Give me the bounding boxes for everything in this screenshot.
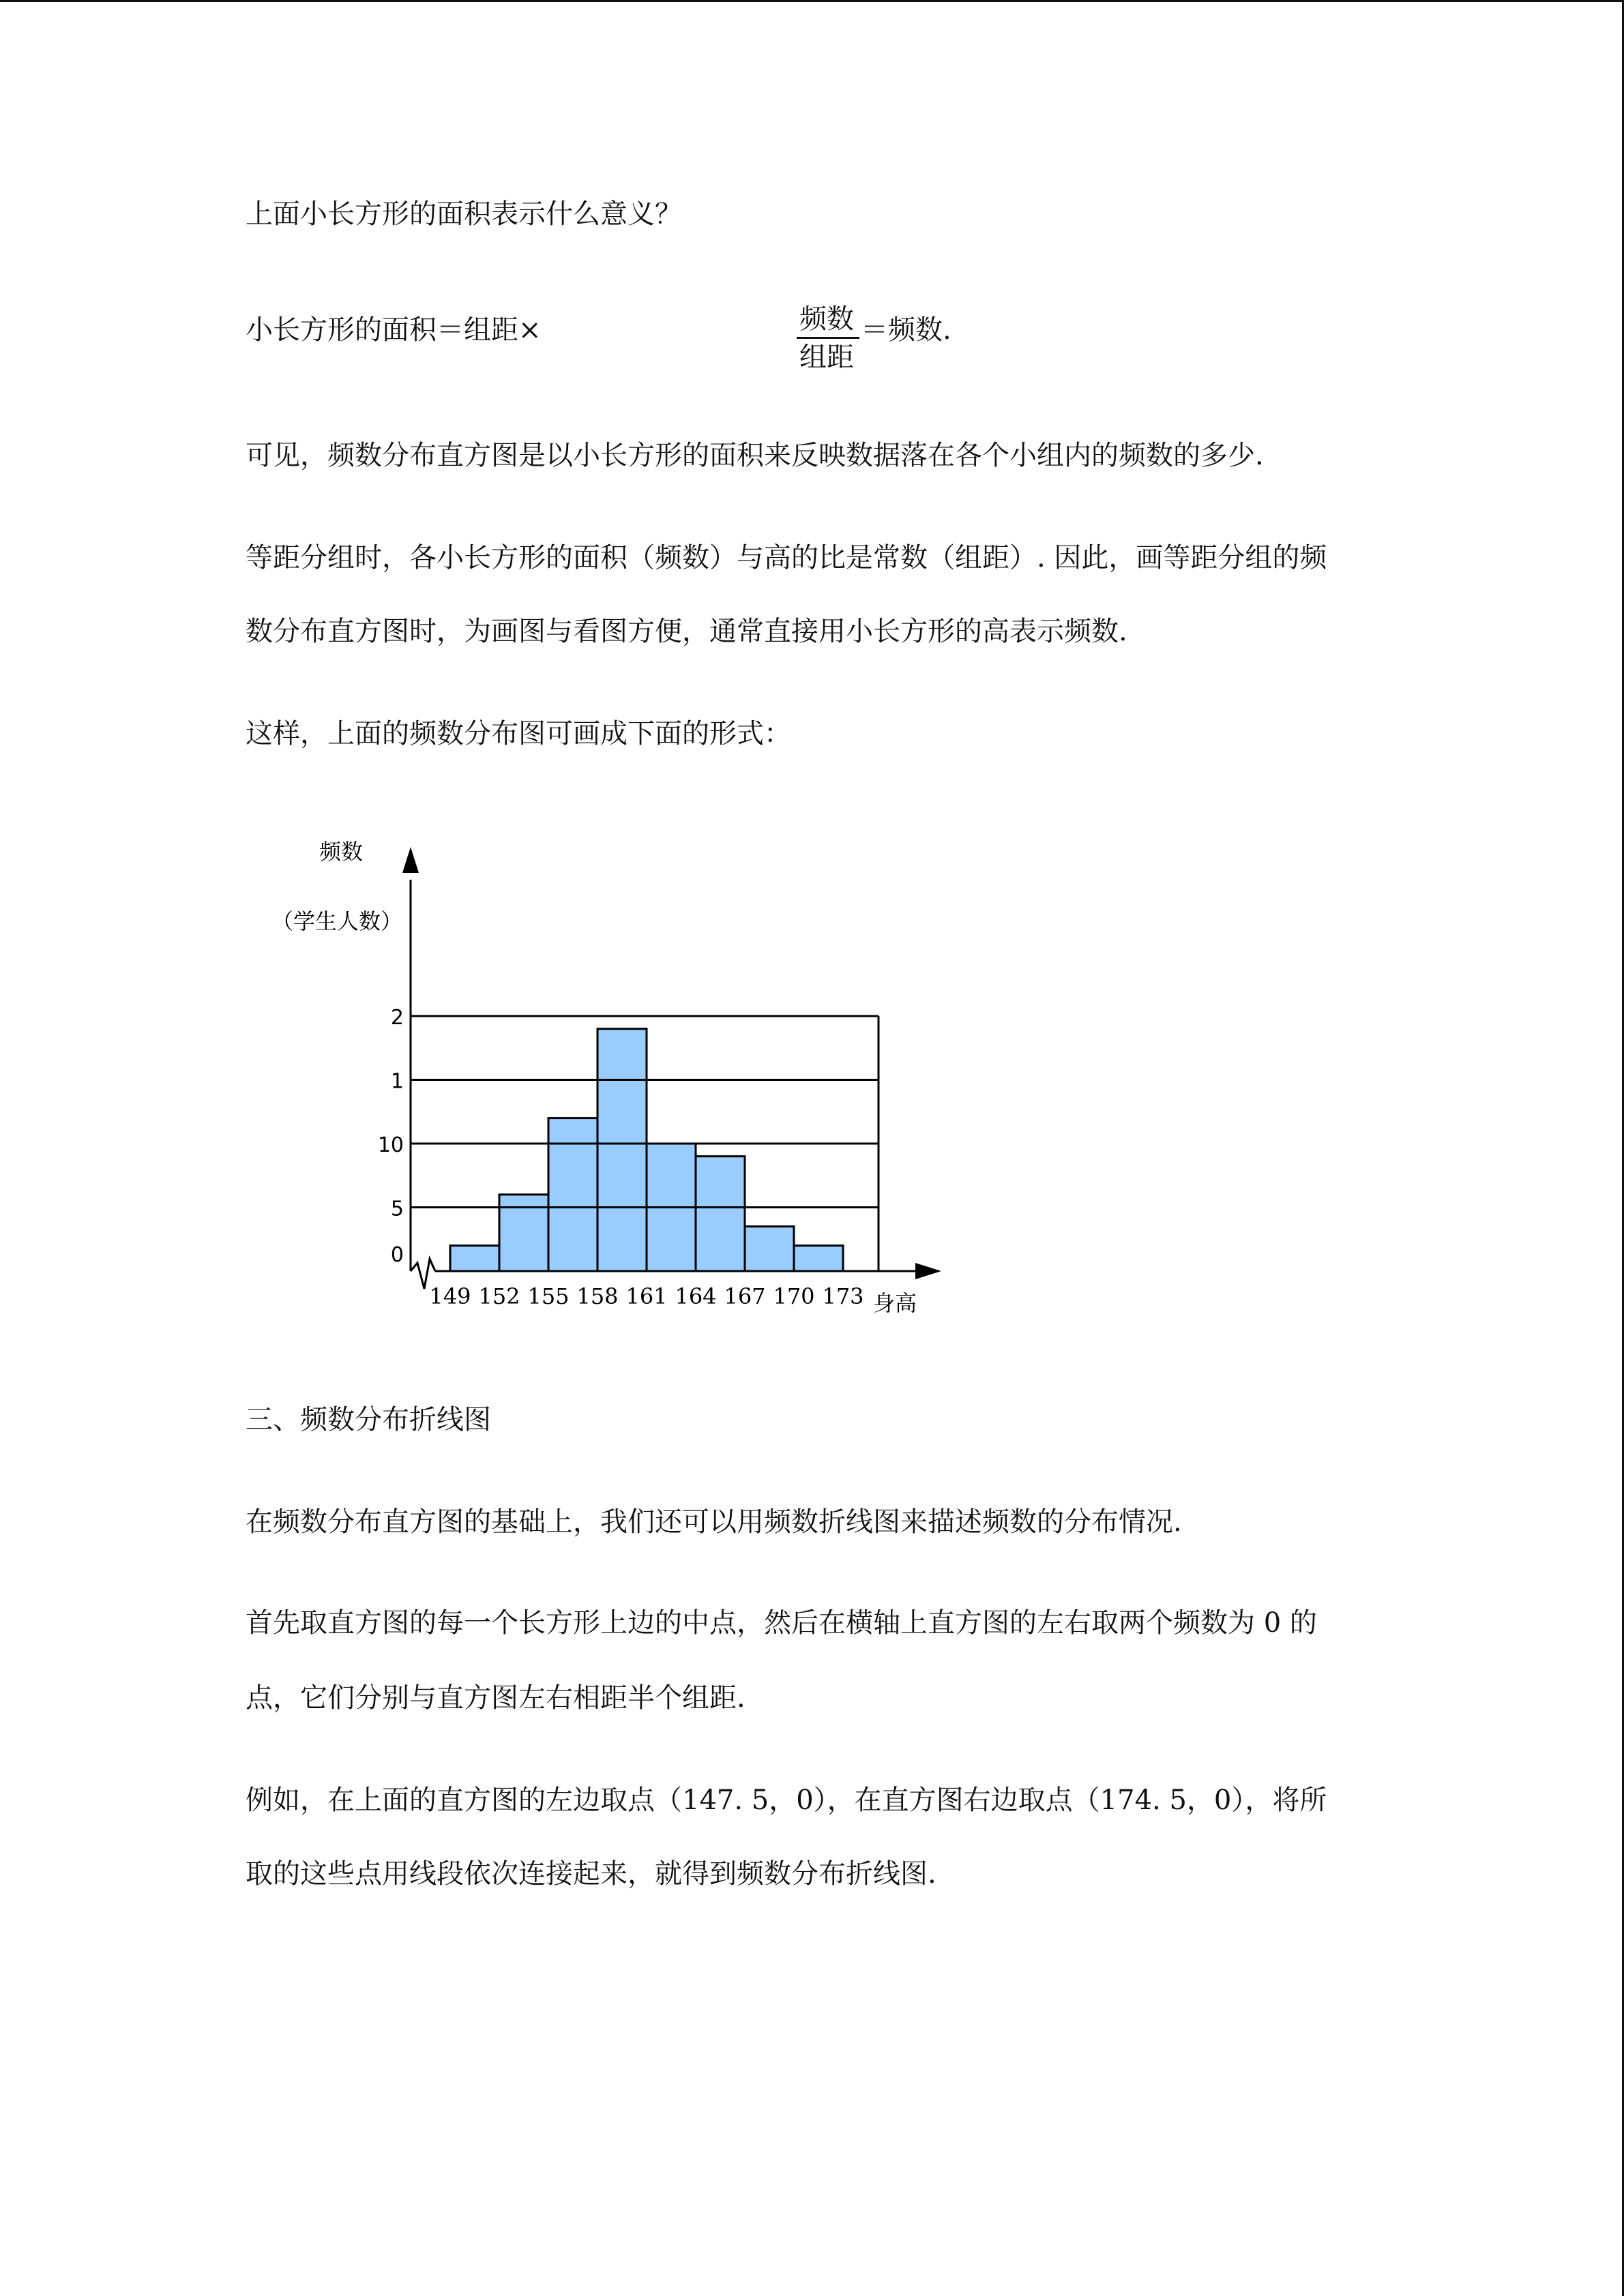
x-tick-label: 167 bbox=[724, 1283, 766, 1309]
equal-width-paragraph-line2: 数分布直方图时，为画图与看图方便，通常直接用小长方形的高表示频数. bbox=[246, 616, 1127, 647]
x-tick-label: 158 bbox=[576, 1283, 619, 1309]
midpoint-paragraph-line1: 首先取直方图的每一个长方形上边的中点，然后在横轴上直方图的左右取两个频数为 0 的 bbox=[246, 1607, 1317, 1639]
formula-rhs: ＝频数. bbox=[861, 314, 951, 346]
formula-lhs: 小长方形的面积＝组距× bbox=[246, 314, 542, 346]
formula-denominator: 组距 bbox=[799, 342, 854, 373]
x-tick-label: 164 bbox=[675, 1283, 717, 1309]
histogram-bar bbox=[548, 1118, 597, 1271]
y-tick-label: 0 bbox=[390, 1243, 404, 1267]
x-tick-label: 155 bbox=[527, 1283, 570, 1309]
transition-paragraph: 这样，上面的频数分布图可画成下面的形式： bbox=[246, 718, 791, 749]
histogram-bar bbox=[745, 1227, 794, 1271]
y-tick-label: 10 bbox=[377, 1133, 404, 1157]
x-tick-label: 173 bbox=[822, 1283, 864, 1309]
x-axis-arrow bbox=[915, 1263, 941, 1279]
y-tick-label: 5 bbox=[390, 1197, 404, 1221]
y-axis-sublabel: （学生人数） bbox=[271, 908, 403, 934]
histogram-bar bbox=[696, 1157, 745, 1271]
midpoint-paragraph-line2: 点，它们分别与直方图左右相距半个组距. bbox=[246, 1682, 745, 1714]
x-tick-label: 149 bbox=[429, 1283, 471, 1309]
x-tick-label: 152 bbox=[478, 1283, 520, 1309]
question-paragraph: 上面小长方形的面积表示什么意义？ bbox=[246, 198, 682, 230]
example-paragraph-line2: 取的这些点用线段依次连接起来，就得到频数分布折线图. bbox=[246, 1858, 936, 1890]
conclusion-paragraph: 可见，频数分布直方图是以小长方形的面积来反映数据落在各个小组内的频数的多少. bbox=[246, 440, 1264, 471]
y-tick-label: 2 bbox=[390, 1006, 404, 1030]
page-top-border bbox=[0, 0, 1624, 2]
frequency-histogram bbox=[259, 818, 969, 1337]
histogram-bar bbox=[499, 1195, 548, 1271]
y-axis-arrow bbox=[402, 847, 419, 873]
x-tick-label: 170 bbox=[773, 1283, 815, 1309]
equal-width-paragraph-line1: 等距分组时，各小长方形的面积（频数）与高的比是常数（组距）. 因此，画等距分组的频 bbox=[246, 542, 1327, 573]
histogram-bar bbox=[450, 1246, 499, 1271]
formula-numerator: 频数 bbox=[799, 303, 854, 335]
histogram-bar bbox=[794, 1246, 843, 1271]
polyline-intro-paragraph: 在频数分布直方图的基础上，我们还可以用频数折线图来描述频数的分布情况. bbox=[246, 1506, 1182, 1538]
x-tick-label: 161 bbox=[625, 1283, 668, 1309]
histogram-bar bbox=[597, 1029, 647, 1271]
section-heading: 三、频数分布折线图 bbox=[246, 1404, 491, 1435]
example-paragraph-line1: 例如，在上面的直方图的左边取点（147. 5，0），在直方图右边取点（174. 5，0），将所 bbox=[246, 1785, 1327, 1816]
y-tick-label: 1 bbox=[390, 1069, 404, 1094]
y-axis-label: 频数 bbox=[319, 839, 364, 865]
x-axis-label: 身高 bbox=[873, 1290, 917, 1316]
